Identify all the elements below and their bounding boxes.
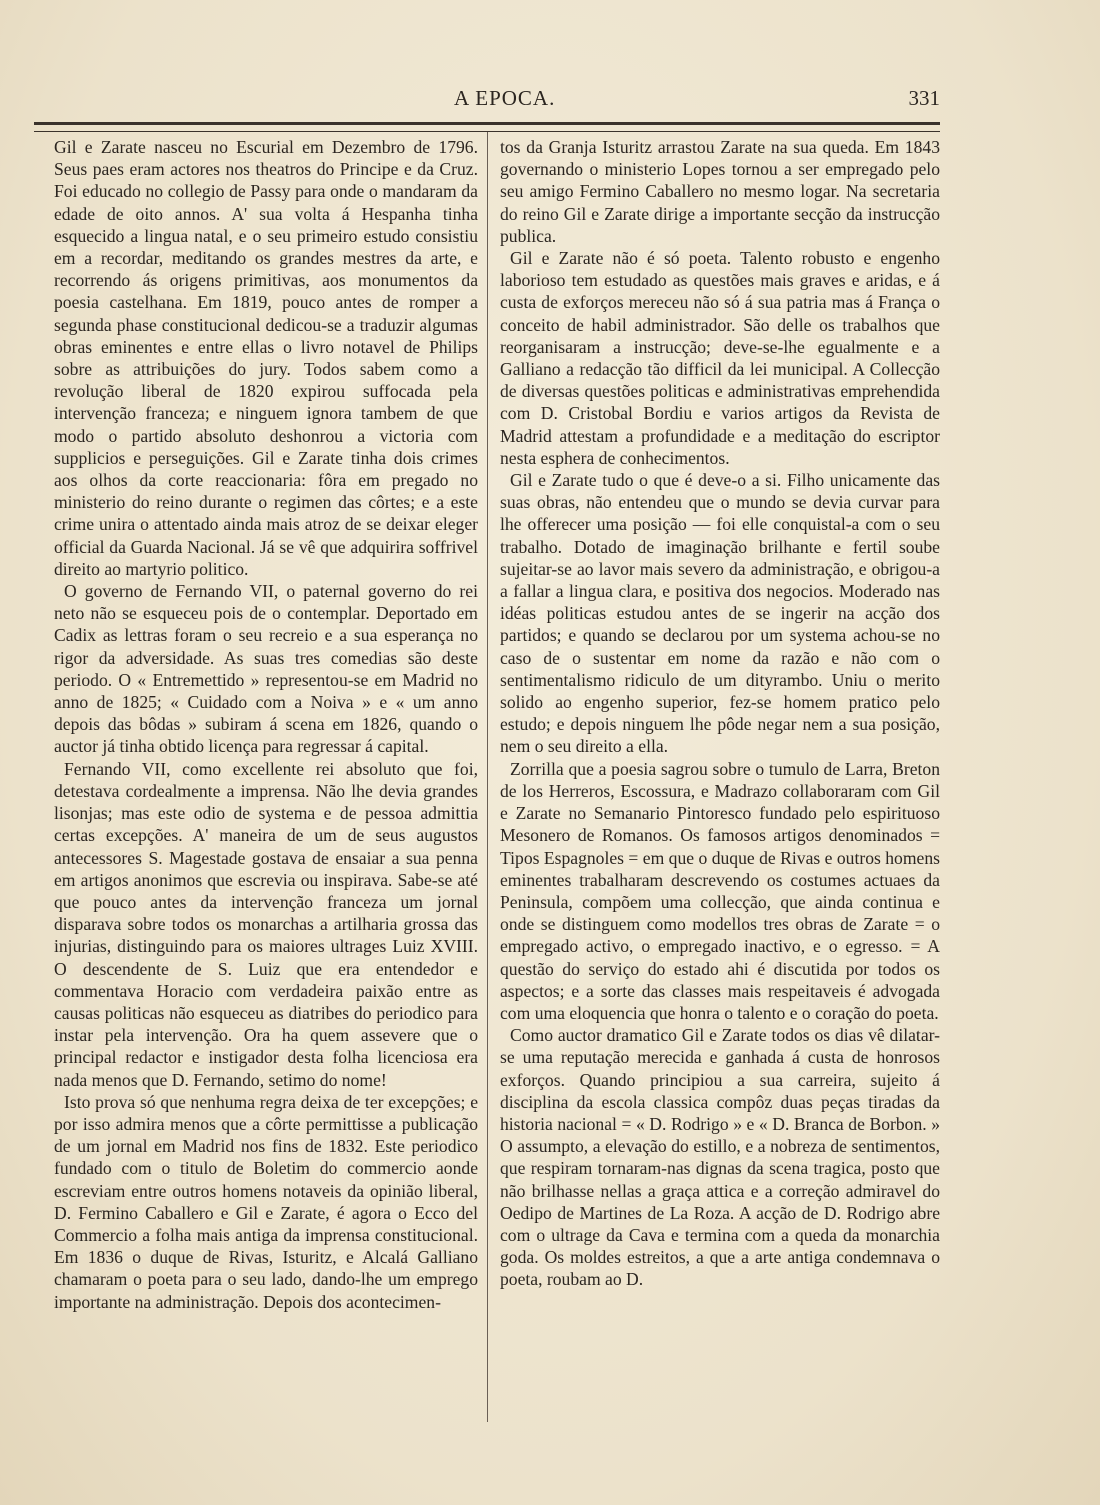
paragraph: Gil e Zarate não é só poeta. Talento robusto e engenho laborioso tem estudado as questões mais graves e aridas, e á custa de exforços mereceu não só á sua patria mas á França o conceito de habil administrador. São delle os trabalhos que reorganisaram a instrucção; deve-se-lhe egualmente e a Galliano a redacção tão difficil da lei municipal. A Collecção de diversas questões politicas e administrativas emprehendida com D. Cristobal Bordiu e varios artigos da Revista de Madrid attestam a profundidade e a meditação do escriptor nesta esphera de conhecimentos. bbox=[500, 248, 940, 468]
header-rule bbox=[34, 122, 940, 132]
paragraph: tos da Granja Isturitz arrastou Zarate na sua queda. Em 1843 governando o ministerio Lopes tornou a ser empregado pelo seu amigo Fermino Caballero no mesmo logar. Na secretaria do reino Gil e Zarate dirige a importante secção da instrucção publica. bbox=[500, 137, 940, 246]
paragraph: Gil e Zarate nasceu no Escurial em Dezembro de 1796. Seus paes eram actores nos theatros do Principe e da Cruz. Foi educado no collegio de Passy para onde o mandaram da edade de oito annos. A' sua volta á Hespanha tinha esquecido a lingua natal, e o seu primeiro estudo consistiu em a recordar, meditando os grandes mestres da arte, e recorrendo ás origens primitivas, aos monumentos da poesia castelhana. Em 1819, pouco antes de romper a segunda phase constitucional dedicou-se a traduzir algumas obras eminentes e entre ellas o livro notavel de Philips sobre as attribuições do jury. Todos sabem como a revolução liberal de 1820 expirou suffocada pela intervenção franceza; e ninguem ignora tambem de que modo o partido absoluto deshonrou a victoria com supplicios e perseguições. Gil e Zarate tinha dois crimes aos olhos da corte reaccionaria: fôra em pregado no ministerio do reino durante o regimen das côrtes; e a este crime unira o attentado ainda mais atroz de se deixar eleger official da Guarda Nacional. Já se vê que adquirira soffrivel direito ao martyrio politico. bbox=[54, 137, 478, 579]
running-title: A EPOCA. bbox=[454, 86, 556, 110]
right-column bbox=[500, 136, 940, 1291]
page-number: 331 bbox=[908, 86, 940, 110]
paragraph: O governo de Fernando VII, o paternal governo do rei neto não se esqueceu pois de o contemplar. Deportado em Cadix as lettras foram o seu recreio e a sua esperança no rigor da adversidade. As suas tres comedias são deste periodo. O « Entremettido » representou-se em Madrid no anno de 1825; « Cuidado com a Noiva » e « um anno depois das bôdas » subiram á scena em 1826, quando o auctor já tinha obtido licença para regressar á capital. bbox=[54, 581, 478, 757]
paragraph: Fernando VII, como excellente rei absoluto que foi, detestava cordealmente a imprensa. Não lhe devia grandes lisonjas; mas este odio de systema e de pessoa admittia certas excepções. A' maneira de um de seus augustos antecessores S. Magestade gostava de ensaiar a sua penna em artigos anonimos que escrevia ou inspirava. Sabe-se até que pouco antes da intervenção franceza um jornal disparava sobre todos os monarchas a artilharia grossa das injurias, distinguindo para os maiores ultrages Luiz XVIII. O descendente de S. Luiz que era entendedor e commentava Horacio com verdadeira paixão entre as causas politicas não esqueceu as diatribes do periodico para instar pela intervenção. Ora ha quem assevere que o principal redactor e instigador desta folha licenciosa era nada menos que D. Fernando, setimo do nome! bbox=[54, 758, 478, 1090]
paragraph: Zorrilla que a poesia sagrou sobre o tumulo de Larra, Breton de los Herreros, Escossura, e Madrazo collaboraram com Gil e Zarate no Semanario Pintoresco fundado pelo espirituoso Mesonero de Romanos. Os famosos artigos denominados = Tipos Espagnoles = em que o duque de Rivas e outros homens eminentes trabalharam descrevendo os costumes actuaes da Peninsula, compõem uma collecção, que ainda continua e onde se distinguem como modellos tres obras de Zarate = o empregado activo, o empregado inactivo, e o egresso. = A questão do serviço do estado ahi é discutida por todos os aspectos; e a sorte das classes mais respeitaveis é advogada com uma eloquencia que honra o talento e o coração do poeta. bbox=[500, 758, 940, 1023]
paragraph: Gil e Zarate tudo o que é deve-o a si. Filho unicamente das suas obras, não entendeu que o mundo se devia curvar para lhe offerecer uma posição — foi elle conquistal-a com o seu trabalho. Dotado de imaginação brilhante e fertil soube sujeitar-se ao lavor mais severo da administração, e obrigou-a a fallar a lingua clara, e positiva dos negocios. Moderado nas idéas politicas estudou antes de se ingerir na acção dos partidos; e quando se declarou por um systema achou-se no caso de o sustentar em nome da razão e não com o sentimentalismo ridiculo de um dityrambo. Uniu o merito solido ao engenho superior, fez-se homem pratico pelo estudo; e depois ninguem lhe pôde negar nem a sua posição, nem o seu direito a ella. bbox=[500, 470, 940, 757]
column-divider bbox=[487, 132, 488, 1422]
paragraph: Como auctor dramatico Gil e Zarate todos os dias vê dilatar-se uma reputação merecida e ganhada á custa de honrosos exforços. Quando principiou a sua carreira, sujeito á disciplina da escola classica compôz duas peças tiradas da historia nacional = « D. Rodrigo » e « D. Branca de Borbon. » O assumpto, a elevação do estillo, e a nobreza de sentimentos, que respiram tornaram-nas dignas da scena tragica, posto que não brilhasse nellas a graça attica e a correção admiravel do Oedipo de Martines de La Roza. A acção de D. Rodrigo abre com o ultrage da Cava e termina com a queda da monarchia goda. Os moldes estreitos, a que a arte antiga condemnava o poeta, roubam ao D. bbox=[500, 1025, 940, 1290]
paragraph: Isto prova só que nenhuma regra deixa de ter excepções; e por isso admira menos que a côrte permittisse a publicação de um jornal em Madrid nos fins de 1832. Este periodico fundado com o titulo de Boletim do commercio aonde escreviam entre outros homens notaveis da opinião liberal, D. Fermino Caballero e Gil e Zarate, é agora o Ecco del Commercio a folha mais antiga da imprensa constitucional. Em 1836 o duque de Rivas, Isturitz, e Alcalá Galliano chamaram o poeta para o seu lado, dando-lhe um emprego importante na administração. Depois dos acontecimen- bbox=[54, 1091, 478, 1312]
page-header bbox=[34, 86, 940, 116]
left-column bbox=[54, 136, 478, 1313]
